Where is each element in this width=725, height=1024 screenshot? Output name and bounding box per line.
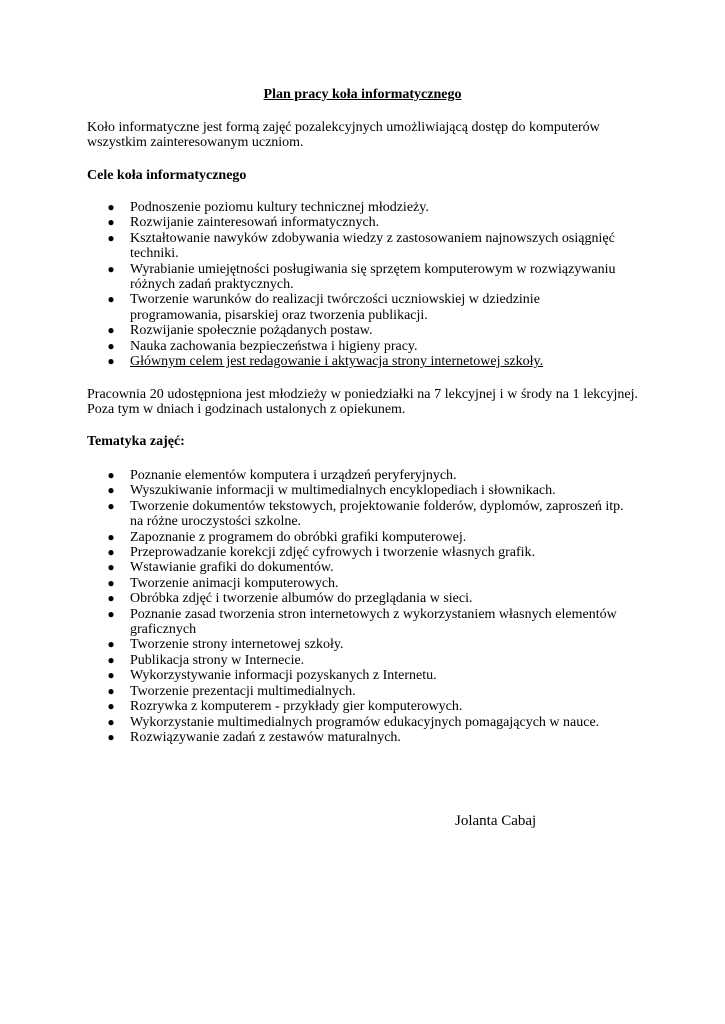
list-item-text: Tworzenie warunków do realizacji twórczości uczniowskiej w dziedzinie programowania, pisarskiej oraz tworzenia publikacji. (130, 292, 540, 323)
list-item (87, 354, 632, 369)
bullet-icon: ● (107, 668, 115, 683)
list-item (87, 200, 632, 215)
list-item (87, 730, 632, 745)
bullet-icon: ● (107, 215, 115, 230)
list-item-text: Tworzenie prezentacji multimedialnych. (130, 683, 356, 699)
main-goal-text: Głównym celem jest redagowanie i aktywacja strony internetowej szkoły. (130, 354, 544, 370)
bullet-icon: ● (107, 637, 115, 652)
goals-heading: Cele koła informatycznego (87, 168, 247, 183)
list-item (87, 637, 632, 652)
bullet-icon: ● (107, 498, 115, 513)
bullet-icon: ● (107, 545, 115, 560)
list-item-text: Poznanie elementów komputera i urządzeń peryferyjnych. (130, 468, 457, 483)
list-item (87, 560, 632, 575)
list-item (87, 715, 632, 730)
list-item-text: Wyszukiwanie informacji w multimedialnych encyklopediach i słownikach. (130, 483, 556, 499)
bullet-icon: ● (107, 354, 115, 369)
list-item (87, 323, 632, 338)
list-item (87, 468, 632, 483)
list-item (87, 668, 632, 683)
list-item (87, 339, 632, 354)
bullet-icon: ● (107, 230, 115, 245)
topics-heading: Tematyka zajęć: (87, 434, 185, 449)
list-item (87, 653, 632, 668)
list-item-text: Rozwiązywanie zadań z zestawów maturalnych. (130, 729, 401, 745)
list-item-text: Wstawianie grafiki do dokumentów. (130, 560, 334, 576)
bullet-icon: ● (107, 575, 115, 590)
bullet-icon: ● (107, 714, 115, 729)
bullet-icon: ● (107, 261, 115, 276)
bullet-icon: ● (107, 699, 115, 714)
list-item (87, 215, 632, 230)
list-item (87, 231, 632, 262)
bullet-icon: ● (107, 729, 115, 744)
list-item-text: Tworzenie animacji komputerowych. (130, 575, 339, 591)
list-item (87, 699, 632, 714)
list-item-text: Zapoznanie z programem do obróbki grafiki komputerowej. (130, 529, 467, 545)
bullet-icon: ● (107, 292, 115, 307)
list-item (87, 607, 632, 638)
bullet-icon: ● (107, 591, 115, 606)
list-item-text: Obróbka zdjęć i tworzenie albumów do przeglądania w sieci. (130, 591, 473, 607)
bullet-icon: ● (107, 683, 115, 698)
list-item-text: Podnoszenie poziomu kultury technicznej młodzieży. (130, 200, 429, 215)
document-title: Plan pracy koła informatycznego (263, 87, 462, 102)
bullet-icon: ● (107, 560, 115, 575)
list-item-text: Publikacja strony w Internecie. (130, 652, 305, 668)
list-item-text: Kształtowanie nawyków zdobywania wiedzy z zastosowaniem najnowszych osiągnięć techniki. (130, 230, 615, 262)
bullet-icon: ● (107, 529, 115, 544)
list-item (87, 292, 632, 323)
list-item-text: Rozwijanie społecznie pożądanych postaw. (130, 323, 373, 339)
list-item-text: Przeprowadzanie korekcji zdjęć cyfrowych i tworzenie własnych grafik. (130, 545, 536, 561)
bullet-icon: ● (107, 483, 115, 498)
schedule-paragraph: Pracownia 20 udostępniona jest młodzieży w poniedziałki na 7 lekcyjnej i w środy na 1 lekcyjnej. Poza tym w dniach i godzinach ustalonych z opiekunem. (87, 387, 638, 418)
list-item-text: Rozwijanie zainteresowań informatycznych. (130, 215, 380, 231)
list-item-text: Tworzenie strony internetowej szkoły. (130, 637, 344, 653)
goals-list (87, 200, 632, 369)
list-item-text: Wykorzystywanie informacji pozyskanych z Internetu. (130, 668, 437, 684)
list-item (87, 483, 632, 498)
bullet-icon: ● (107, 468, 115, 482)
list-item (87, 530, 632, 545)
bullet-icon: ● (107, 606, 115, 621)
list-item-text: Rozrywka z komputerem - przykłady gier komputerowych. (130, 699, 463, 715)
list-item (87, 576, 632, 591)
topics-list (87, 468, 632, 745)
author-signature: Jolanta Cabaj (455, 813, 537, 829)
list-item (87, 262, 632, 293)
list-item-text: Tworzenie dokumentów tekstowych, projektowanie folderów, dyplomów, zaproszeń itp. na różne uroczystości szkolne. (130, 498, 624, 530)
list-item-text: Wykorzystanie multimedialnych programów edukacyjnych pomagających w nauce. (130, 714, 600, 730)
list-item (87, 499, 632, 530)
list-item-text: Nauka zachowania bezpieczeństwa i higieny pracy. (130, 338, 418, 354)
bullet-icon: ● (107, 323, 115, 338)
list-item-text: Poznanie zasad tworzenia stron internetowych z wykorzystaniem własnych elementów graficznych (130, 606, 617, 638)
intro-paragraph: Koło informatyczne jest formą zajęć pozalekcyjnych umożliwiającą dostęp do komputerów wszystkim zainteresowanym uczniom. (87, 120, 600, 151)
bullet-icon: ● (107, 652, 115, 667)
bullet-icon: ● (107, 200, 115, 214)
list-item (87, 684, 632, 699)
list-item (87, 591, 632, 606)
list-item (87, 545, 632, 560)
bullet-icon: ● (107, 338, 115, 353)
list-item-text: Wyrabianie umiejętności posługiwania się sprzętem komputerowym w rozwiązywaniu różnych zadań praktycznych. (130, 261, 616, 293)
